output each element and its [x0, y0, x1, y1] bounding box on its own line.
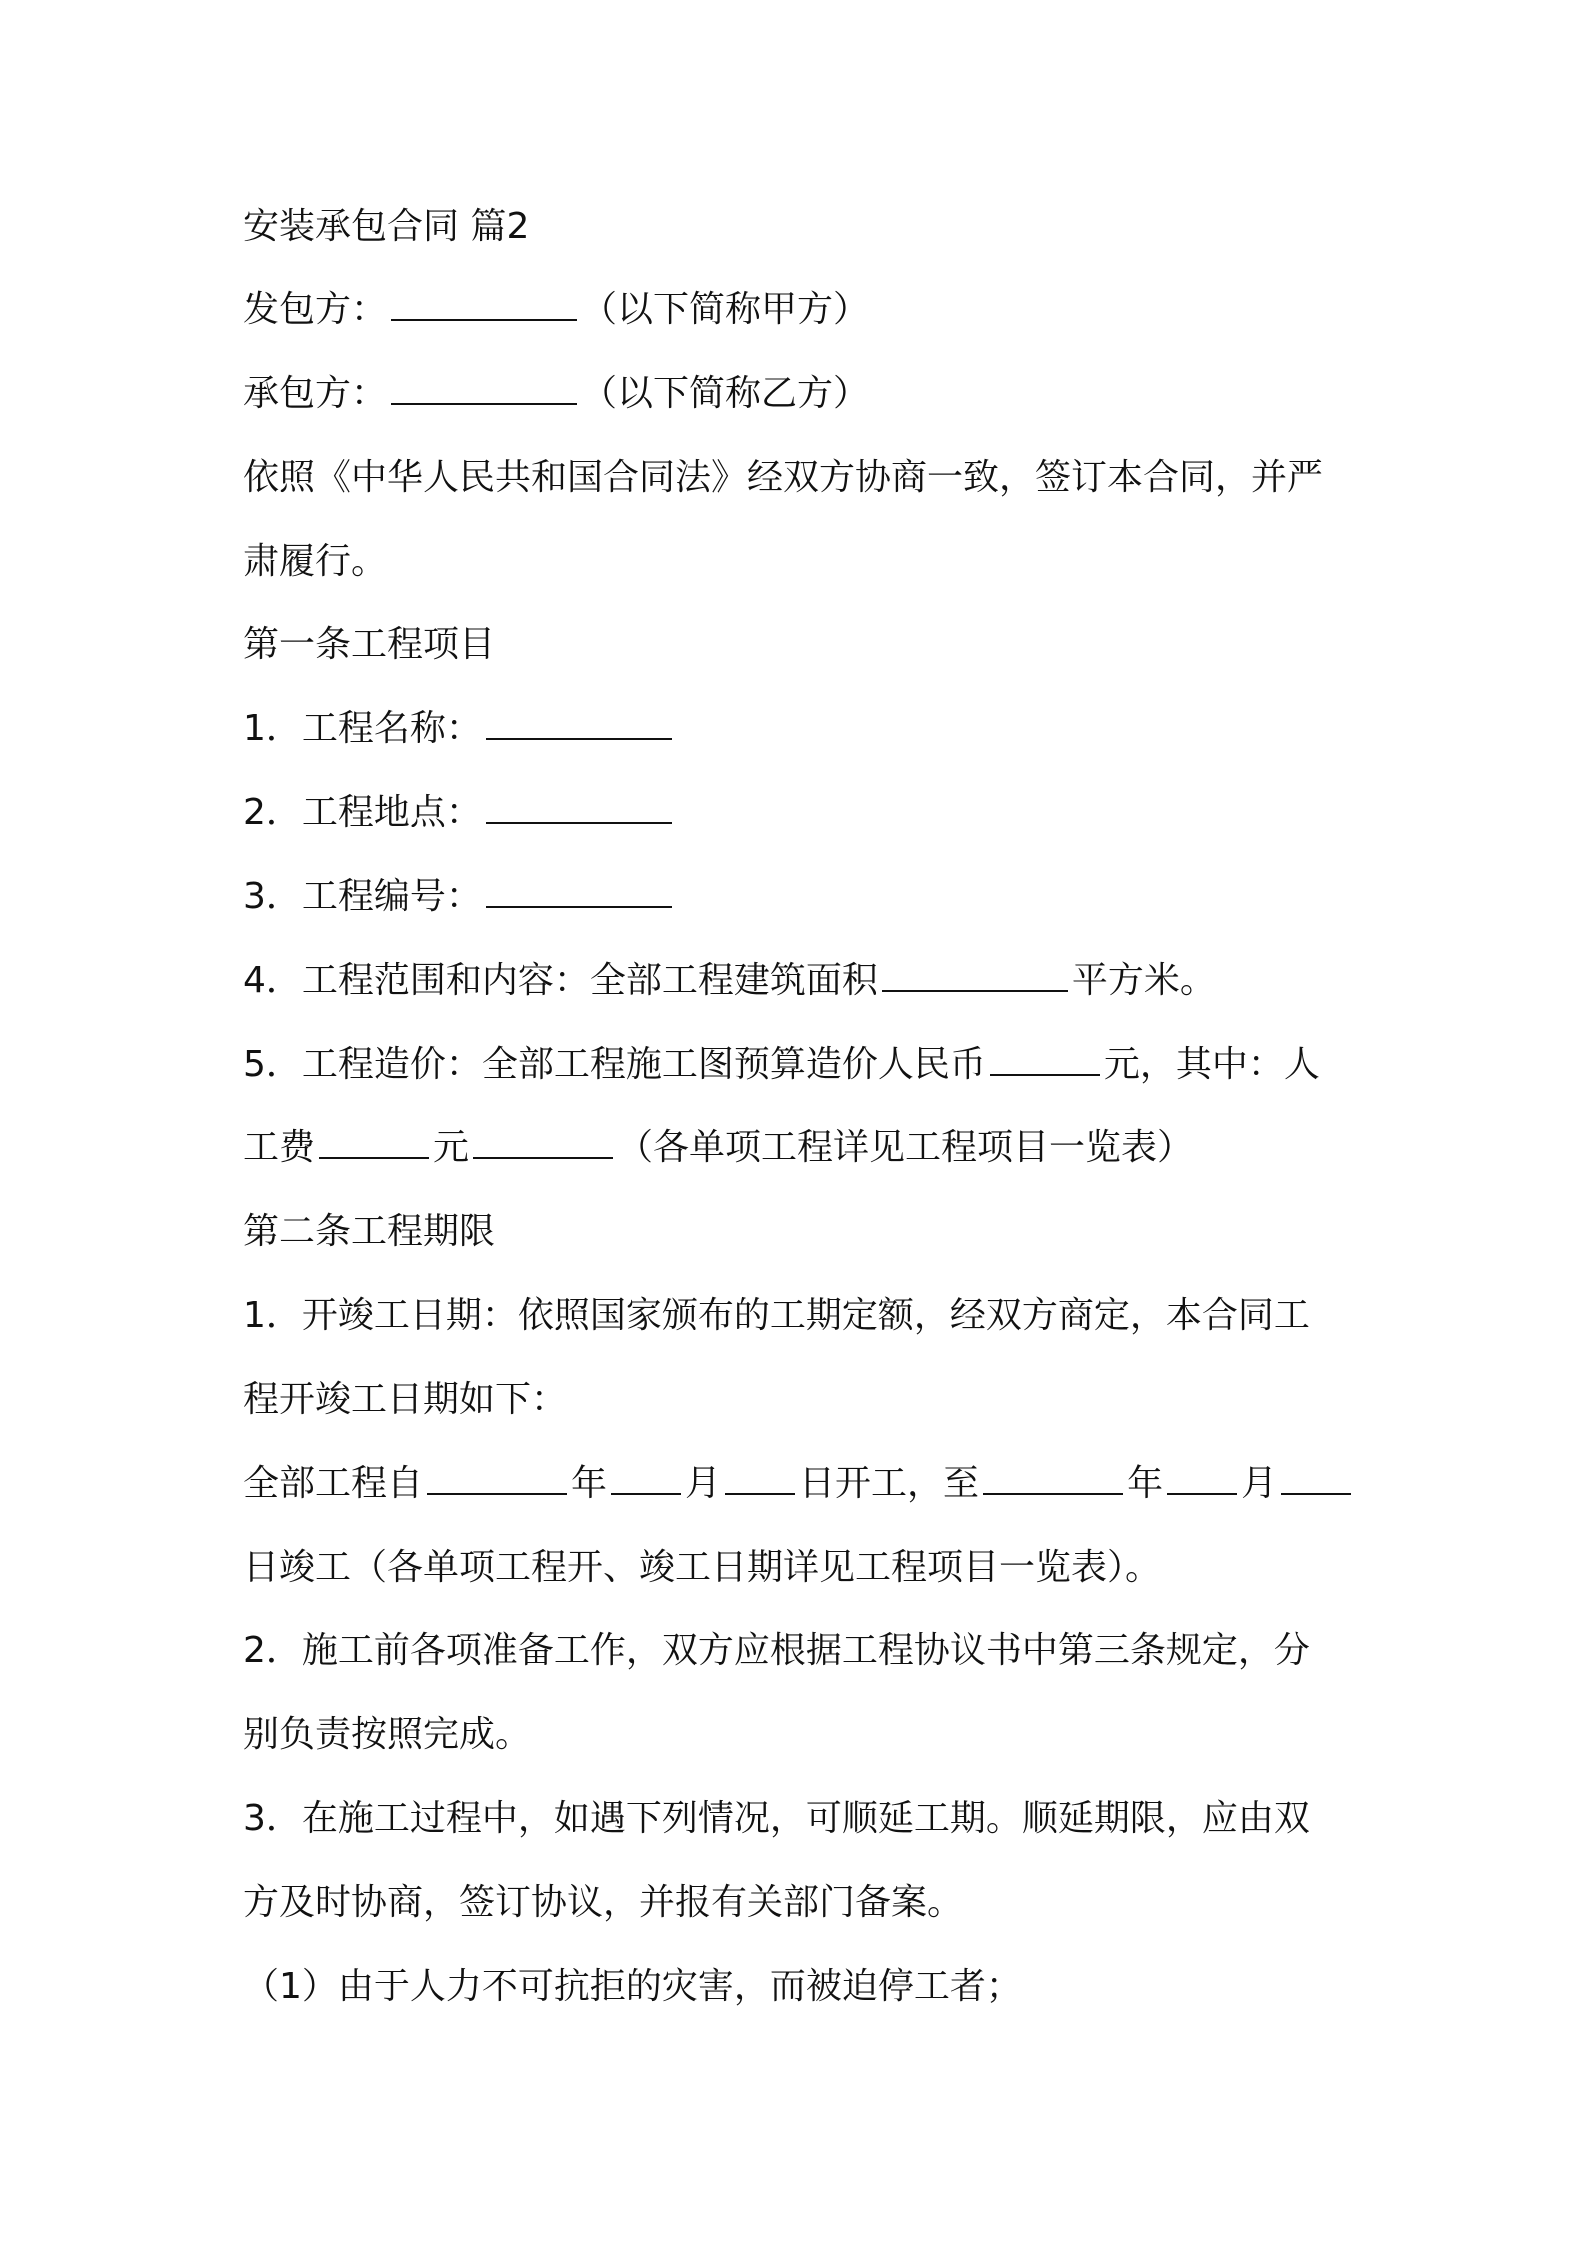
party-b-line: [243, 372, 1363, 416]
article1-item1: [243, 707, 1363, 751]
article2-heading-text: 第二条工程期限: [243, 1211, 496, 1252]
start-year-unit: 年: [571, 1463, 608, 1504]
article2-item3-line2: [243, 1881, 1363, 1925]
article2-sub1: [243, 1965, 1363, 2009]
article1-item2: [243, 791, 1363, 835]
end-year-unit: 年: [1127, 1463, 1164, 1504]
article1-item5: [243, 1043, 1363, 1087]
labor-cost-blank: [319, 1127, 429, 1159]
party-a-line: [243, 288, 1363, 332]
article2-item1-line1: [243, 1294, 1363, 1338]
article1-heading-text: 第一条工程项目: [243, 624, 496, 665]
party-b-suffix: （以下简称乙方）: [581, 373, 870, 414]
preamble-text-2: 肃履行。: [243, 541, 388, 582]
project-number-label: 3．工程编号：: [243, 876, 482, 917]
party-b-label: 承包方：: [243, 373, 388, 414]
schedule-start-label: 全部工程自: [243, 1463, 424, 1504]
start-day-unit: 日开工，至: [799, 1463, 980, 1504]
article1-item4: [243, 959, 1363, 1003]
article2-heading: [243, 1210, 1363, 1254]
end-month-unit: 月: [1241, 1463, 1278, 1504]
project-area-blank: [882, 960, 1068, 992]
extra-cost-blank: [473, 1127, 613, 1159]
party-a-blank: [391, 289, 577, 321]
preamble-line-1: [243, 456, 1363, 500]
article1-heading: [243, 623, 1363, 667]
party-a-suffix: （以下简称甲方）: [581, 289, 870, 330]
article2-item3-line1: [243, 1797, 1363, 1841]
article2-item1-text-2: 程开竣工日期如下：: [243, 1379, 568, 1420]
labor-cost-label: 工费: [243, 1127, 316, 1168]
project-cost-mid: 元，其中：人: [1103, 1044, 1320, 1085]
party-b-blank: [391, 373, 577, 405]
preamble-line-2: [243, 540, 1363, 584]
project-cost-blank: [990, 1044, 1100, 1076]
start-day-blank: [725, 1463, 795, 1495]
title-text: 安装承包合同 篇2: [243, 206, 530, 247]
party-a-label: 发包方：: [243, 289, 388, 330]
start-month-unit: 月: [685, 1463, 722, 1504]
project-scope-label: 4．工程范围和内容：全部工程建筑面积: [243, 960, 878, 1001]
article2-item3-text-1: 3．在施工过程中，如遇下列情况，可顺延工期。顺延期限，应由双: [243, 1798, 1310, 1839]
preamble-text-1: 依照《中华人民共和国合同法》经双方协商一致，签订本合同，并严: [243, 457, 1324, 498]
end-day-blank: [1281, 1463, 1351, 1495]
project-number-blank: [486, 876, 672, 908]
article2-item2-line1: [243, 1629, 1363, 1673]
schedule-end-line: [243, 1546, 1363, 1590]
schedule-end-text: 日竣工（各单项工程开、竣工日期详见工程项目一览表）。: [243, 1547, 1162, 1588]
labor-cost-note: （各单项工程详见工程项目一览表）: [617, 1127, 1194, 1168]
project-location-blank: [486, 792, 672, 824]
article2-item2-text-1: 2．施工前各项准备工作，双方应根据工程协议书中第三条规定，分: [243, 1630, 1310, 1671]
project-area-unit: 平方米。: [1071, 960, 1216, 1001]
document-title: [243, 205, 1363, 249]
start-month-blank: [611, 1463, 681, 1495]
end-month-blank: [1167, 1463, 1237, 1495]
labor-cost-unit: 元: [433, 1127, 470, 1168]
start-year-blank: [427, 1463, 567, 1495]
project-location-label: 2．工程地点：: [243, 792, 482, 833]
article2-item1-line2: [243, 1378, 1363, 1422]
article2-item2-line2: [243, 1713, 1363, 1757]
article2-item2-text-2: 别负责按照完成。: [243, 1714, 532, 1755]
project-cost-label: 5．工程造价：全部工程施工图预算造价人民币: [243, 1044, 986, 1085]
article2-sub1-text: （1）由于人力不可抗拒的灾害，而被迫停工者；: [243, 1966, 1022, 2007]
article2-item3-text-2: 方及时协商，签订协议，并报有关部门备案。: [243, 1882, 964, 1923]
end-year-blank: [983, 1463, 1123, 1495]
article1-item3: [243, 875, 1363, 919]
article1-item5-line2: [243, 1126, 1363, 1170]
project-name-label: 1．工程名称：: [243, 708, 482, 749]
article2-item1-text-1: 1．开竣工日期：依照国家颁布的工期定额，经双方商定，本合同工: [243, 1295, 1310, 1336]
project-name-blank: [486, 708, 672, 740]
schedule-date-line: [243, 1462, 1363, 1506]
